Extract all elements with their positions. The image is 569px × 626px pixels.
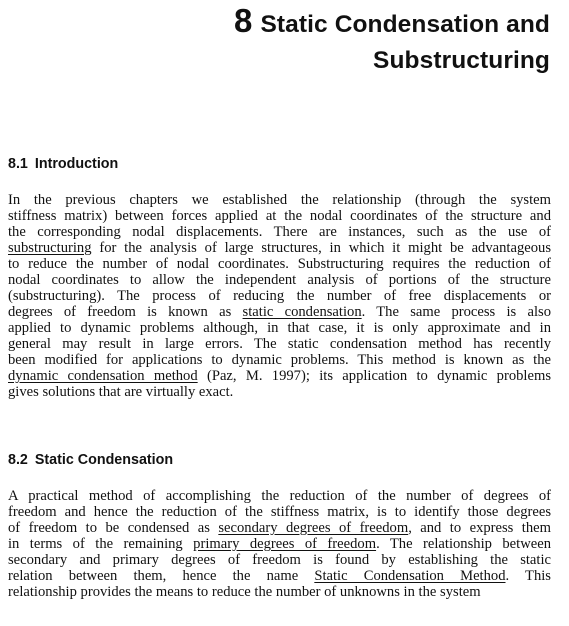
text-run: general may result in large errors. The static condensation method has recently (8, 336, 551, 352)
text-run: (substructuring). The process of reducing the number of free displacements or (8, 288, 551, 304)
text-line (8, 288, 551, 304)
underlined-term: secondary degrees of freedom (218, 520, 409, 536)
text-run: the corresponding nodal displacements. There are instances, such as the use of (8, 224, 551, 240)
text-run: applied to dynamic problems although, in that case, it is only approximate and in (8, 320, 551, 336)
underlined-term: primary degrees of freedom (193, 536, 377, 552)
text-line (8, 504, 551, 520)
text-line (8, 224, 551, 240)
text-line (8, 536, 551, 552)
text-line (8, 384, 551, 400)
text-line (8, 208, 551, 224)
text-line (8, 336, 551, 352)
section-heading-static-condensation (8, 451, 173, 469)
text-line (8, 520, 551, 536)
text-run: . The same process is also (361, 304, 552, 320)
text-run: , and to express them (408, 520, 551, 536)
text-run: . The relationship between (376, 536, 551, 552)
section-title: Static Condensation (34, 452, 174, 468)
text-line (8, 240, 551, 256)
text-run: gives solutions that are virtually exact. (8, 384, 234, 400)
text-line (8, 488, 551, 504)
text-line (8, 584, 551, 600)
static-condensation-paragraph (8, 488, 551, 600)
text-line (8, 352, 551, 368)
underlined-term: substructuring (8, 240, 92, 256)
text-run: relationship provides the means to reduce the number of unknowns in the system (8, 584, 481, 600)
text-line (8, 304, 551, 320)
chapter-title (234, 3, 550, 79)
text-run: of freedom to be condensed as (8, 520, 219, 536)
chapter-title-line1: Static Condensation and (260, 11, 550, 38)
section-title: Introduction (34, 156, 119, 172)
text-line (8, 272, 551, 288)
text-run: been modified for applications to dynamic problems. This method is known as the (8, 352, 551, 368)
underlined-term: dynamic condensation method (8, 368, 198, 384)
text-run: In the previous chapters we established the relationship (through the system (8, 192, 551, 208)
text-line (8, 552, 551, 568)
text-run: secondary and primary degrees of freedom is found by establishing the static (8, 552, 551, 568)
chapter-title-line2: Substructuring (373, 47, 550, 74)
underlined-term: Static Condensation Method (314, 568, 506, 584)
text-line (8, 256, 551, 272)
text-run: to reduce the number of nodal coordinates. Substructuring requires the reduction of (8, 256, 551, 272)
introduction-paragraph (8, 192, 551, 400)
text-run: . This (505, 568, 551, 584)
text-line (8, 320, 551, 336)
chapter-number: 8 (234, 2, 253, 39)
section-heading-introduction (8, 155, 118, 173)
text-line (8, 568, 551, 584)
section-number: 8.1 (8, 156, 28, 172)
text-run: (Paz, M. 1997); its application to dynamic problems (197, 368, 551, 384)
text-line (8, 368, 551, 384)
text-line (8, 192, 551, 208)
text-run: for the analysis of large structures, in which it might be advantageous (91, 240, 551, 256)
text-run: freedom and hence the reduction of the stiffness matrix, is to identify those degrees (8, 504, 551, 520)
text-run: A practical method of accomplishing the reduction of the number of degrees of (8, 488, 551, 504)
text-run: relation between them, hence the name (8, 568, 315, 584)
text-run: stiffness matrix) between forces applied at the nodal coordinates of the structure and (8, 208, 551, 224)
text-run: degrees of freedom is known as (8, 304, 243, 320)
text-run: in terms of the remaining (8, 536, 194, 552)
section-number: 8.2 (8, 452, 28, 468)
text-run: nodal coordinates to allow the independent analysis of portions of the structure (8, 272, 551, 288)
underlined-term: static condensation (242, 304, 362, 320)
